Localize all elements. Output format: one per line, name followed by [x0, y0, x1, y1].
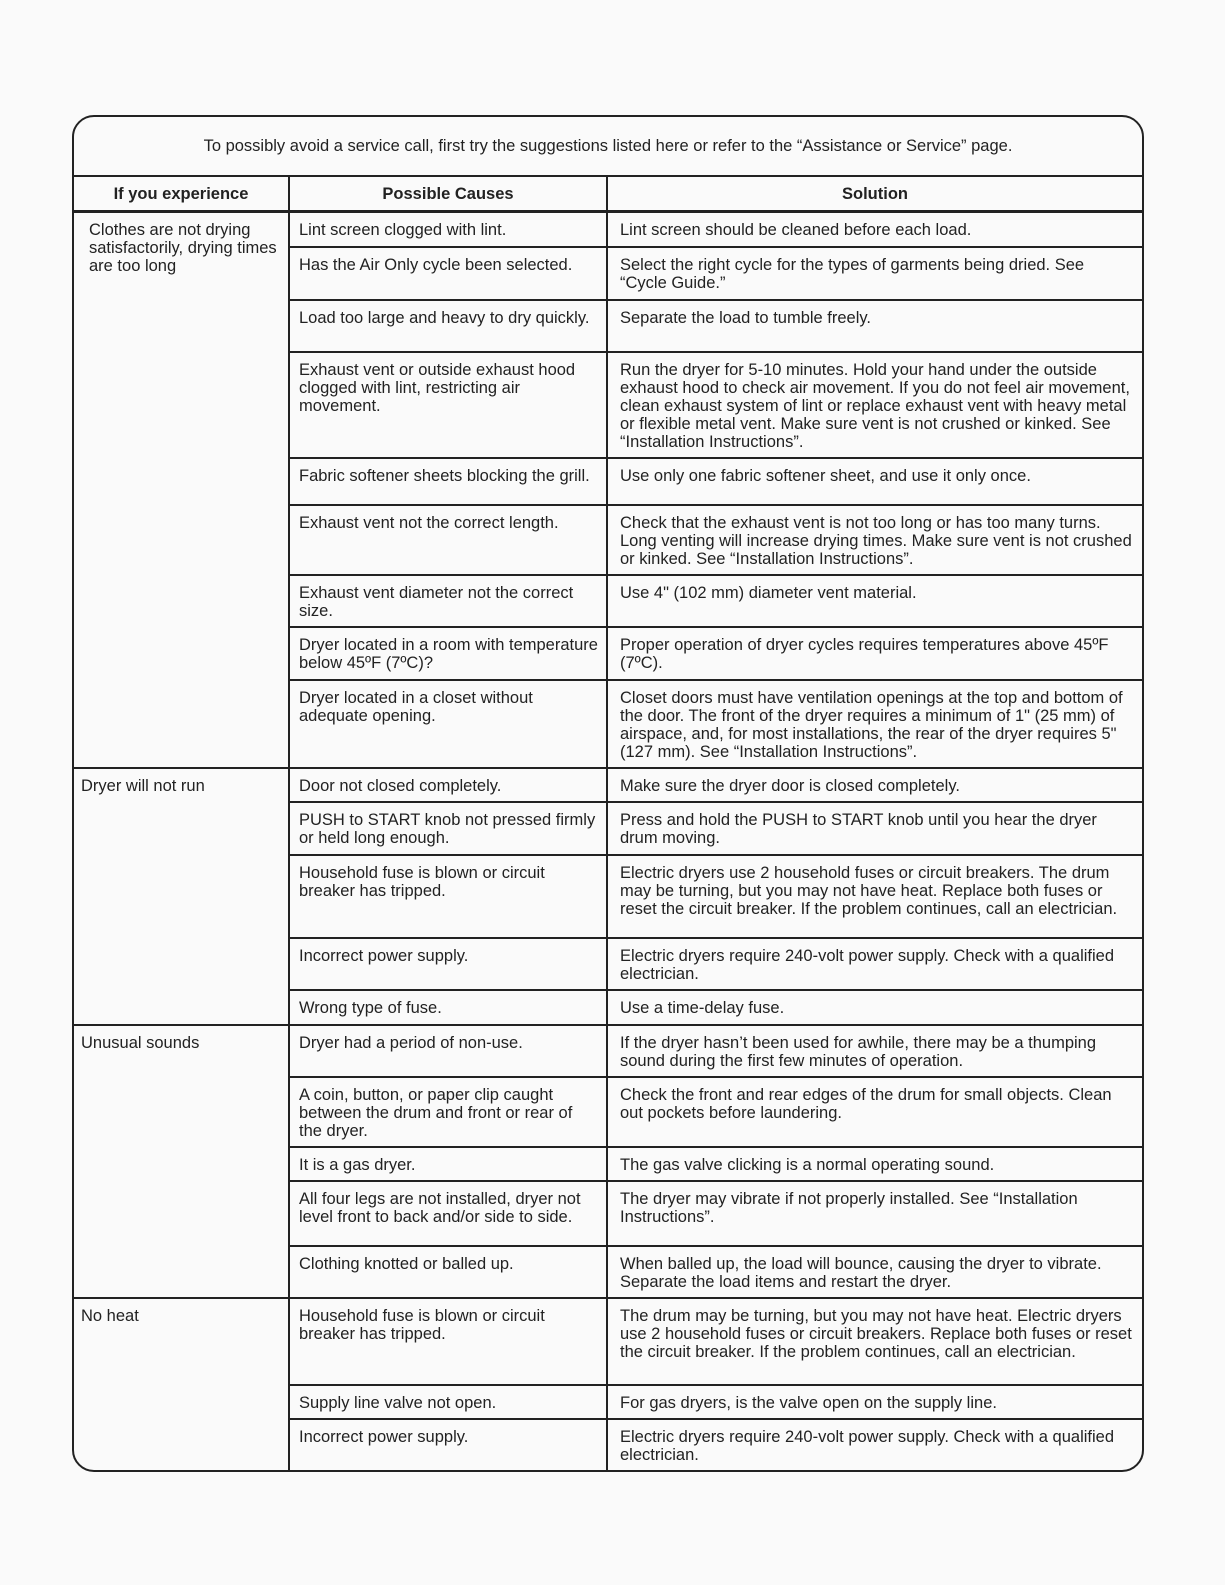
cause-cell: Dryer located in a closet without adequate opening.: [289, 680, 607, 768]
solution-cell: The drum may be turning, but you may not have heat. Electric dryers use 2 household fuses or circuit breakers. Replace both fuses or reset the circuit breaker. If the problem continues, call an electrician.: [607, 1298, 1142, 1385]
solution-cell: Select the right cycle for the types of garments being dried. See “Cycle Guide.”: [607, 247, 1142, 300]
cause-cell: Door not closed completely.: [289, 768, 607, 802]
cause-cell: Clothing knotted or balled up.: [289, 1246, 607, 1298]
experience-cell: Clothes are not drying satisfactorily, drying times are too long: [74, 212, 289, 768]
experience-cell: Unusual sounds: [74, 1025, 289, 1298]
cause-cell: Fabric softener sheets blocking the grill.: [289, 458, 607, 505]
cause-cell: Dryer had a period of non-use.: [289, 1025, 607, 1077]
header-solution: Solution: [607, 177, 1142, 212]
symptom-group: [74, 768, 1142, 1025]
solution-cell: Separate the load to tumble freely.: [607, 300, 1142, 352]
experience-cell: Dryer will not run: [74, 768, 289, 1025]
cause-cell: Has the Air Only cycle been selected.: [289, 247, 607, 300]
solution-cell: The gas valve clicking is a normal operating sound.: [607, 1147, 1142, 1181]
experience-cell: No heat: [74, 1298, 289, 1470]
troubleshooting-table: [74, 177, 1142, 1470]
solution-cell: The dryer may vibrate if not properly installed. See “Installation Instructions”.: [607, 1181, 1142, 1246]
symptom-group: [74, 1298, 1142, 1470]
table-row: [74, 1298, 1142, 1385]
cause-cell: It is a gas dryer.: [289, 1147, 607, 1181]
solution-cell: Proper operation of dryer cycles requires temperatures above 45ºF (7ºC).: [607, 627, 1142, 680]
cause-cell: Load too large and heavy to dry quickly.: [289, 300, 607, 352]
cause-cell: Household fuse is blown or circuit breaker has tripped.: [289, 855, 607, 938]
solution-cell: Closet doors must have ventilation openings at the top and bottom of the door. The front of the dryer requires a minimum of 1" (25 mm) of airspace, and, for most installations, the rear of the dryer requires 5" (127 mm). See “Installation Instructions”.: [607, 680, 1142, 768]
solution-cell: Make sure the dryer door is closed completely.: [607, 768, 1142, 802]
symptom-group: [74, 1025, 1142, 1298]
cause-cell: Supply line valve not open.: [289, 1385, 607, 1419]
solution-cell: For gas dryers, is the valve open on the supply line.: [607, 1385, 1142, 1419]
cause-cell: Lint screen clogged with lint.: [289, 212, 607, 247]
symptom-group: [74, 212, 1142, 768]
table-row: [74, 768, 1142, 802]
solution-cell: Electric dryers use 2 household fuses or circuit breakers. The drum may be turning, but you may not have heat. Replace both fuses or reset the circuit breaker. If the problem continues, call an electrician.: [607, 855, 1142, 938]
solution-cell: Use 4" (102 mm) diameter vent material.: [607, 575, 1142, 627]
table-row: [74, 1025, 1142, 1077]
intro-text: To possibly avoid a service call, first try the suggestions listed here or refer to the “Assistance or Service” page.: [74, 117, 1142, 177]
solution-cell: Electric dryers require 240-volt power supply. Check with a qualified electrician.: [620, 1427, 1115, 1464]
solution-cell: Press and hold the PUSH to START knob until you hear the dryer drum moving.: [607, 802, 1142, 855]
solution-cell: Run the dryer for 5-10 minutes. Hold your hand under the outside exhaust hood to check air movement. If you do not feel air movement, clean exhaust system of lint or replace exhaust vent with heavy metal or flexible metal vent. Make sure vent is not crushed or kinked. See “Installation Instructions”.: [607, 352, 1142, 458]
header-row: [74, 177, 1142, 212]
cause-cell: Exhaust vent not the correct length.: [289, 505, 607, 575]
solution-cell: When balled up, the load will bounce, causing the dryer to vibrate. Separate the load items and restart the dryer.: [607, 1246, 1142, 1298]
cause-cell: Exhaust vent diameter not the correct size.: [289, 575, 607, 627]
cause-cell: Dryer located in a room with temperature below 45ºF (7ºC)?: [289, 627, 607, 680]
cause-cell: Household fuse is blown or circuit breaker has tripped.: [289, 1298, 607, 1385]
solution-cell: If the dryer hasn’t been used for awhile, there may be a thumping sound during the first few minutes of operation.: [607, 1025, 1142, 1077]
solution-cell: Use a time-delay fuse.: [607, 990, 1142, 1025]
cause-cell: Incorrect power supply.: [289, 938, 607, 990]
table-row: [74, 212, 1142, 247]
header-experience: If you experience: [74, 177, 289, 212]
cause-cell: A coin, button, or paper clip caught between the drum and front or rear of the dryer.: [289, 1077, 607, 1147]
solution-cell: Check that the exhaust vent is not too long or has too many turns. Long venting will increase drying times. Make sure vent is not crushed or kinked. See “Installation Instructions”.: [607, 505, 1142, 575]
cause-cell: PUSH to START knob not pressed firmly or held long enough.: [289, 802, 607, 855]
cause-cell: All four legs are not installed, dryer not level front to back and/or side to side.: [289, 1181, 607, 1246]
solution-cell: Check the front and rear edges of the drum for small objects. Clean out pockets before laundering.: [607, 1077, 1142, 1147]
solution-cell: Electric dryers require 240-volt power supply. Check with a qualified electrician.: [607, 938, 1142, 990]
header-causes: Possible Causes: [289, 177, 607, 212]
solution-cell: Lint screen should be cleaned before each load.: [607, 212, 1142, 247]
cause-cell: Incorrect power supply.: [289, 1419, 607, 1470]
cause-cell: Exhaust vent or outside exhaust hood clogged with lint, restricting air movement.: [289, 352, 607, 458]
solution-cell: Use only one fabric softener sheet, and use it only once.: [607, 458, 1142, 505]
cause-cell: Wrong type of fuse.: [289, 990, 607, 1025]
troubleshooting-table-frame: [72, 115, 1144, 1472]
